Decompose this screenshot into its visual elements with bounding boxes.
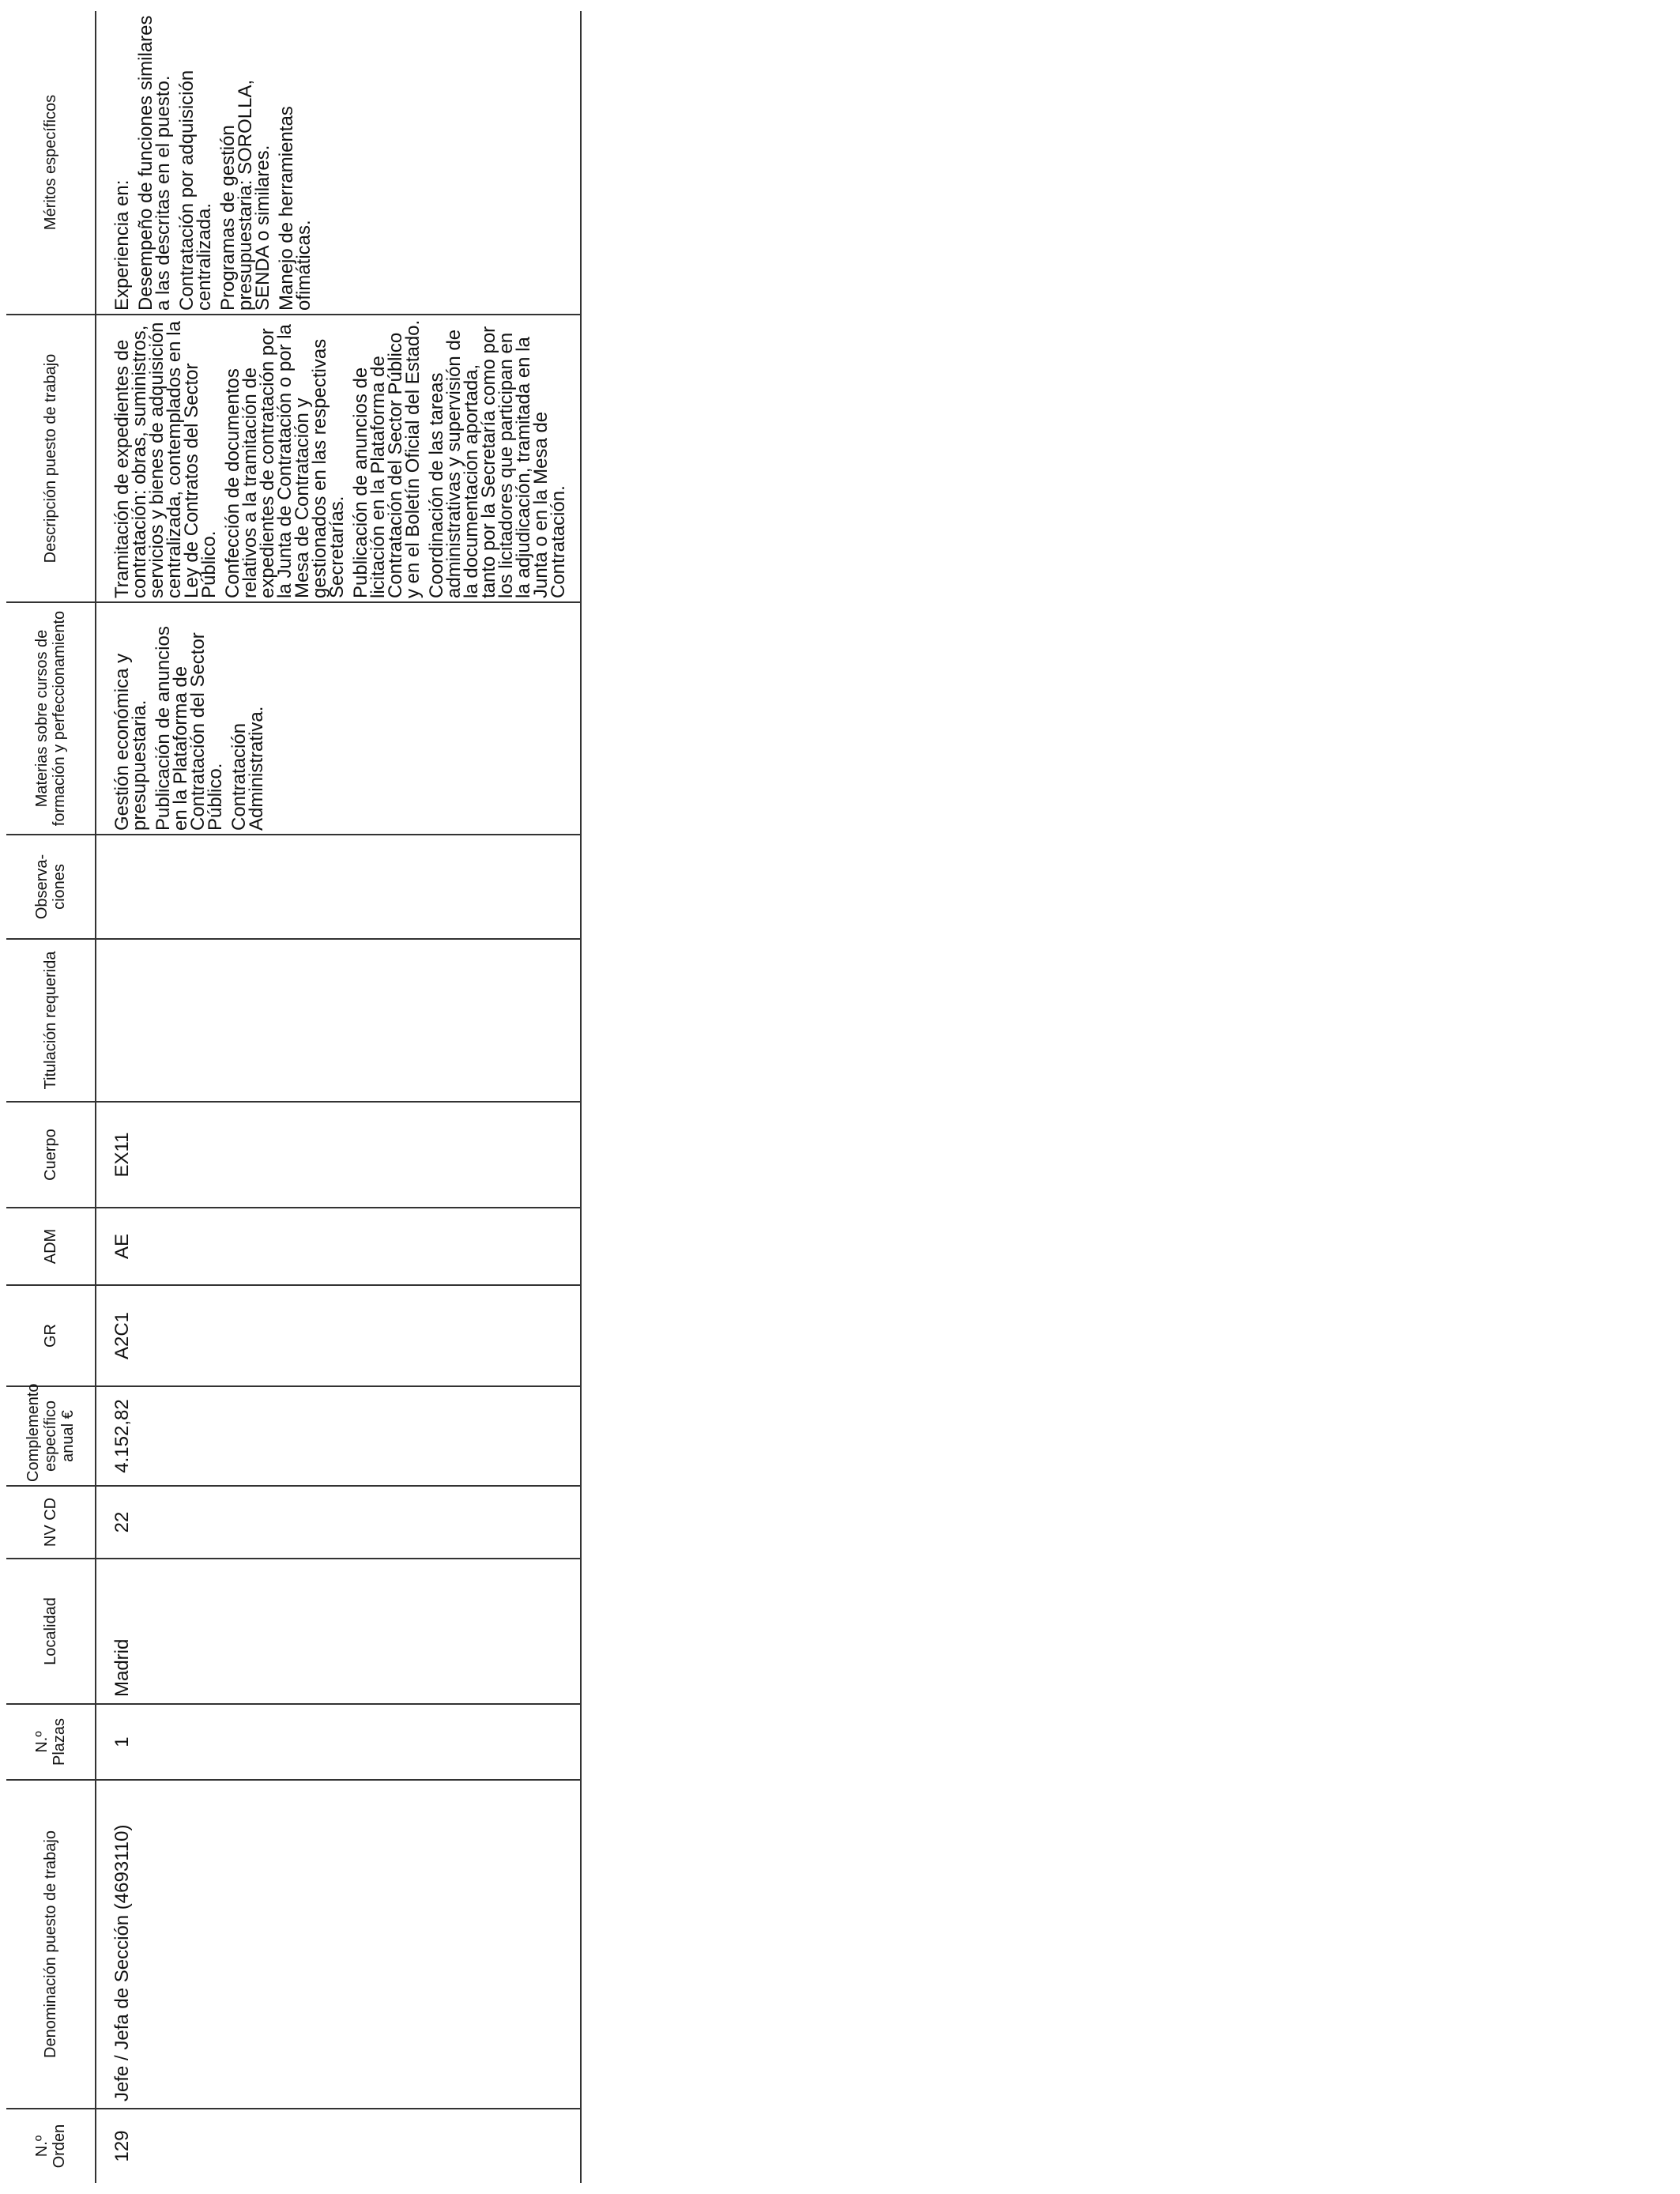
cell-complemento: 4.152,82	[96, 1386, 581, 1486]
header-grupo: GR	[6, 1285, 96, 1386]
header-observaciones: Observa- ciones	[6, 835, 96, 939]
cell-grupo: A2C1	[96, 1285, 581, 1386]
header-nivel: NV CD	[6, 1486, 96, 1559]
cell-materias	[96, 602, 581, 835]
header-row	[6, 11, 96, 2183]
header-plazas: N.º Plazas	[6, 1704, 96, 1780]
cell-titulacion	[96, 939, 581, 1102]
meritos-item: Desempeño de funciones similares a las descritas en el puesto.	[135, 15, 174, 311]
materias-item: Contratación Administrativa.	[228, 706, 267, 831]
header-cuerpo: Cuerpo	[6, 1102, 96, 1208]
meritos-item: Experiencia en:	[111, 179, 133, 311]
header-meritos: Méritos específicos	[6, 11, 96, 315]
header-descripcion: Descripción puesto de trabajo	[6, 315, 96, 602]
header-titulacion: Titulación requerida	[6, 939, 96, 1102]
descripcion-item: Publicación de anuncios de licitación en la Plataforma de Contratación del Sector Público y en el Boletín Oficial del Estado.	[350, 319, 424, 598]
meritos-item: Contratación por adquisición centralizada.	[176, 70, 215, 311]
header-orden: N.º Orden	[6, 2109, 96, 2183]
cell-meritos	[96, 11, 581, 315]
meritos-item: Programas de gestión presupuestaria: SOROLLA, SENDA o similares.	[217, 79, 273, 311]
cell-orden: 129	[96, 2109, 581, 2183]
materias-item: Publicación de anuncios en la Plataforma de Contratación del Sector Público.	[153, 626, 226, 831]
job-positions-table	[6, 11, 582, 2183]
header-localidad: Localidad	[6, 1559, 96, 1704]
header-denominacion: Denominación puesto de trabajo	[6, 1780, 96, 2109]
descripcion-item: Coordinación de las tareas administrativas y supervisión de la documentación aportada, tanto por la Secretaría como por los licitadores que participan en la adjudicación, tramitada en la Junta o en la Mesa de Contratación.	[426, 326, 569, 598]
materias-item: Gestión económica y presupuestaria.	[111, 653, 150, 831]
header-materias: Materias sobre cursos de formación y perfeccionamiento	[6, 602, 96, 835]
header-adm: ADM	[6, 1208, 96, 1285]
cell-descripcion	[96, 315, 581, 602]
descripcion-item: Tramitación de expedientes de contratación: obras, suministros, servicios y bienes de adquisición centralizada, contemplados en la Ley de Contratos del Sector Público.	[111, 321, 220, 598]
cell-nivel: 22	[96, 1486, 581, 1559]
cell-localidad: Madrid	[96, 1559, 581, 1704]
cell-plazas: 1	[96, 1704, 581, 1780]
cell-denominacion: Jefe / Jefa de Sección (4693110)	[96, 1780, 581, 2109]
table-row	[96, 11, 581, 2183]
descripcion-item: Confección de documentos relativos a la tramitación de expedientes de contratación por la Junta de Contratación o por la Mesa de Contratación y gestionados en las respectivas Secretarías.	[222, 324, 348, 598]
header-complemento: Complemento específico anual €	[6, 1386, 96, 1486]
cell-cuerpo: EX11	[96, 1102, 581, 1208]
cell-adm: AE	[96, 1208, 581, 1285]
cell-observaciones	[96, 835, 581, 939]
meritos-item: Manejo de herramientas ofimáticas.	[276, 106, 315, 311]
